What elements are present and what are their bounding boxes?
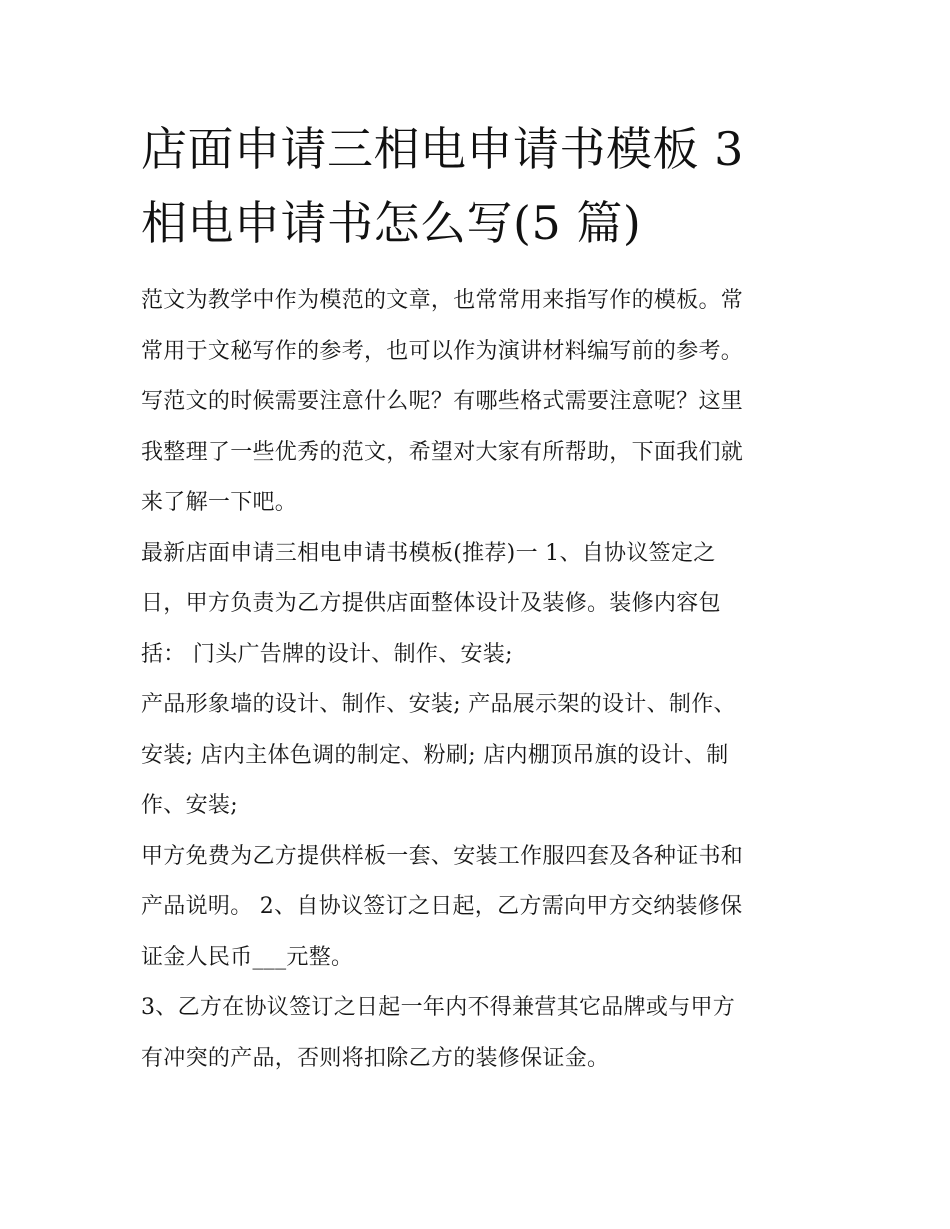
text-line: 最新店面申请三相电申请书模板(推荐)一 1、自协议签定之 [141,540,716,566]
title-line: 店面申请三相电申请书模板 3 [141,122,744,176]
text-line: 作、安装; [141,793,238,818]
text-line: 证金人民币___元整。 [141,944,354,970]
text-line: 日，甲方负责为乙方提供店面整体设计及装修。装修内容包 [141,591,721,616]
document-title [141,112,813,260]
text-line: 括： 门头广告牌的设计、制作、安装; [141,641,513,667]
text-line: 有冲突的产品，否则将扣除乙方的装修保证金。 [141,1045,610,1071]
supplies-paragraph [141,832,813,984]
title-line: 相电申请书怎么写(5 篇) [141,196,642,250]
text-line: 来了解一下吧。 [141,490,298,515]
text-line: 写范文的时候需要注意什么呢？有哪些格式需要注意呢？这里 [141,389,744,414]
exclusivity-paragraph [141,983,813,1084]
text-line: 产品说明。 2、自协议签订之日起，乙方需向甲方交纳装修保 [141,894,743,919]
template-paragraph [141,529,813,681]
text-line: 产品形象墙的设计、制作、安装; 产品展示架的设计、制作、 [141,692,736,717]
text-line: 范文为教学中作为模范的文章，也常常用来指写作的模板。常 [141,288,744,313]
text-line: 3、乙方在协议签订之日起一年内不得兼营其它品牌或与甲方 [141,995,736,1020]
text-line: 常用于文秘写作的参考，也可以作为演讲材料编写前的参考。 [141,338,744,364]
intro-paragraph [141,276,813,529]
text-line: 我整理了一些优秀的范文，希望对大家有所帮助，下面我们就 [141,439,744,465]
text-line: 甲方免费为乙方提供样板一套、安装工作服四套及各种证书和 [141,843,744,869]
text-line: 安装; 店内主体色调的制定、粉刷; 店内棚顶吊旗的设计、制 [141,742,729,768]
document-body [141,112,813,1084]
decoration-paragraph [141,680,813,832]
